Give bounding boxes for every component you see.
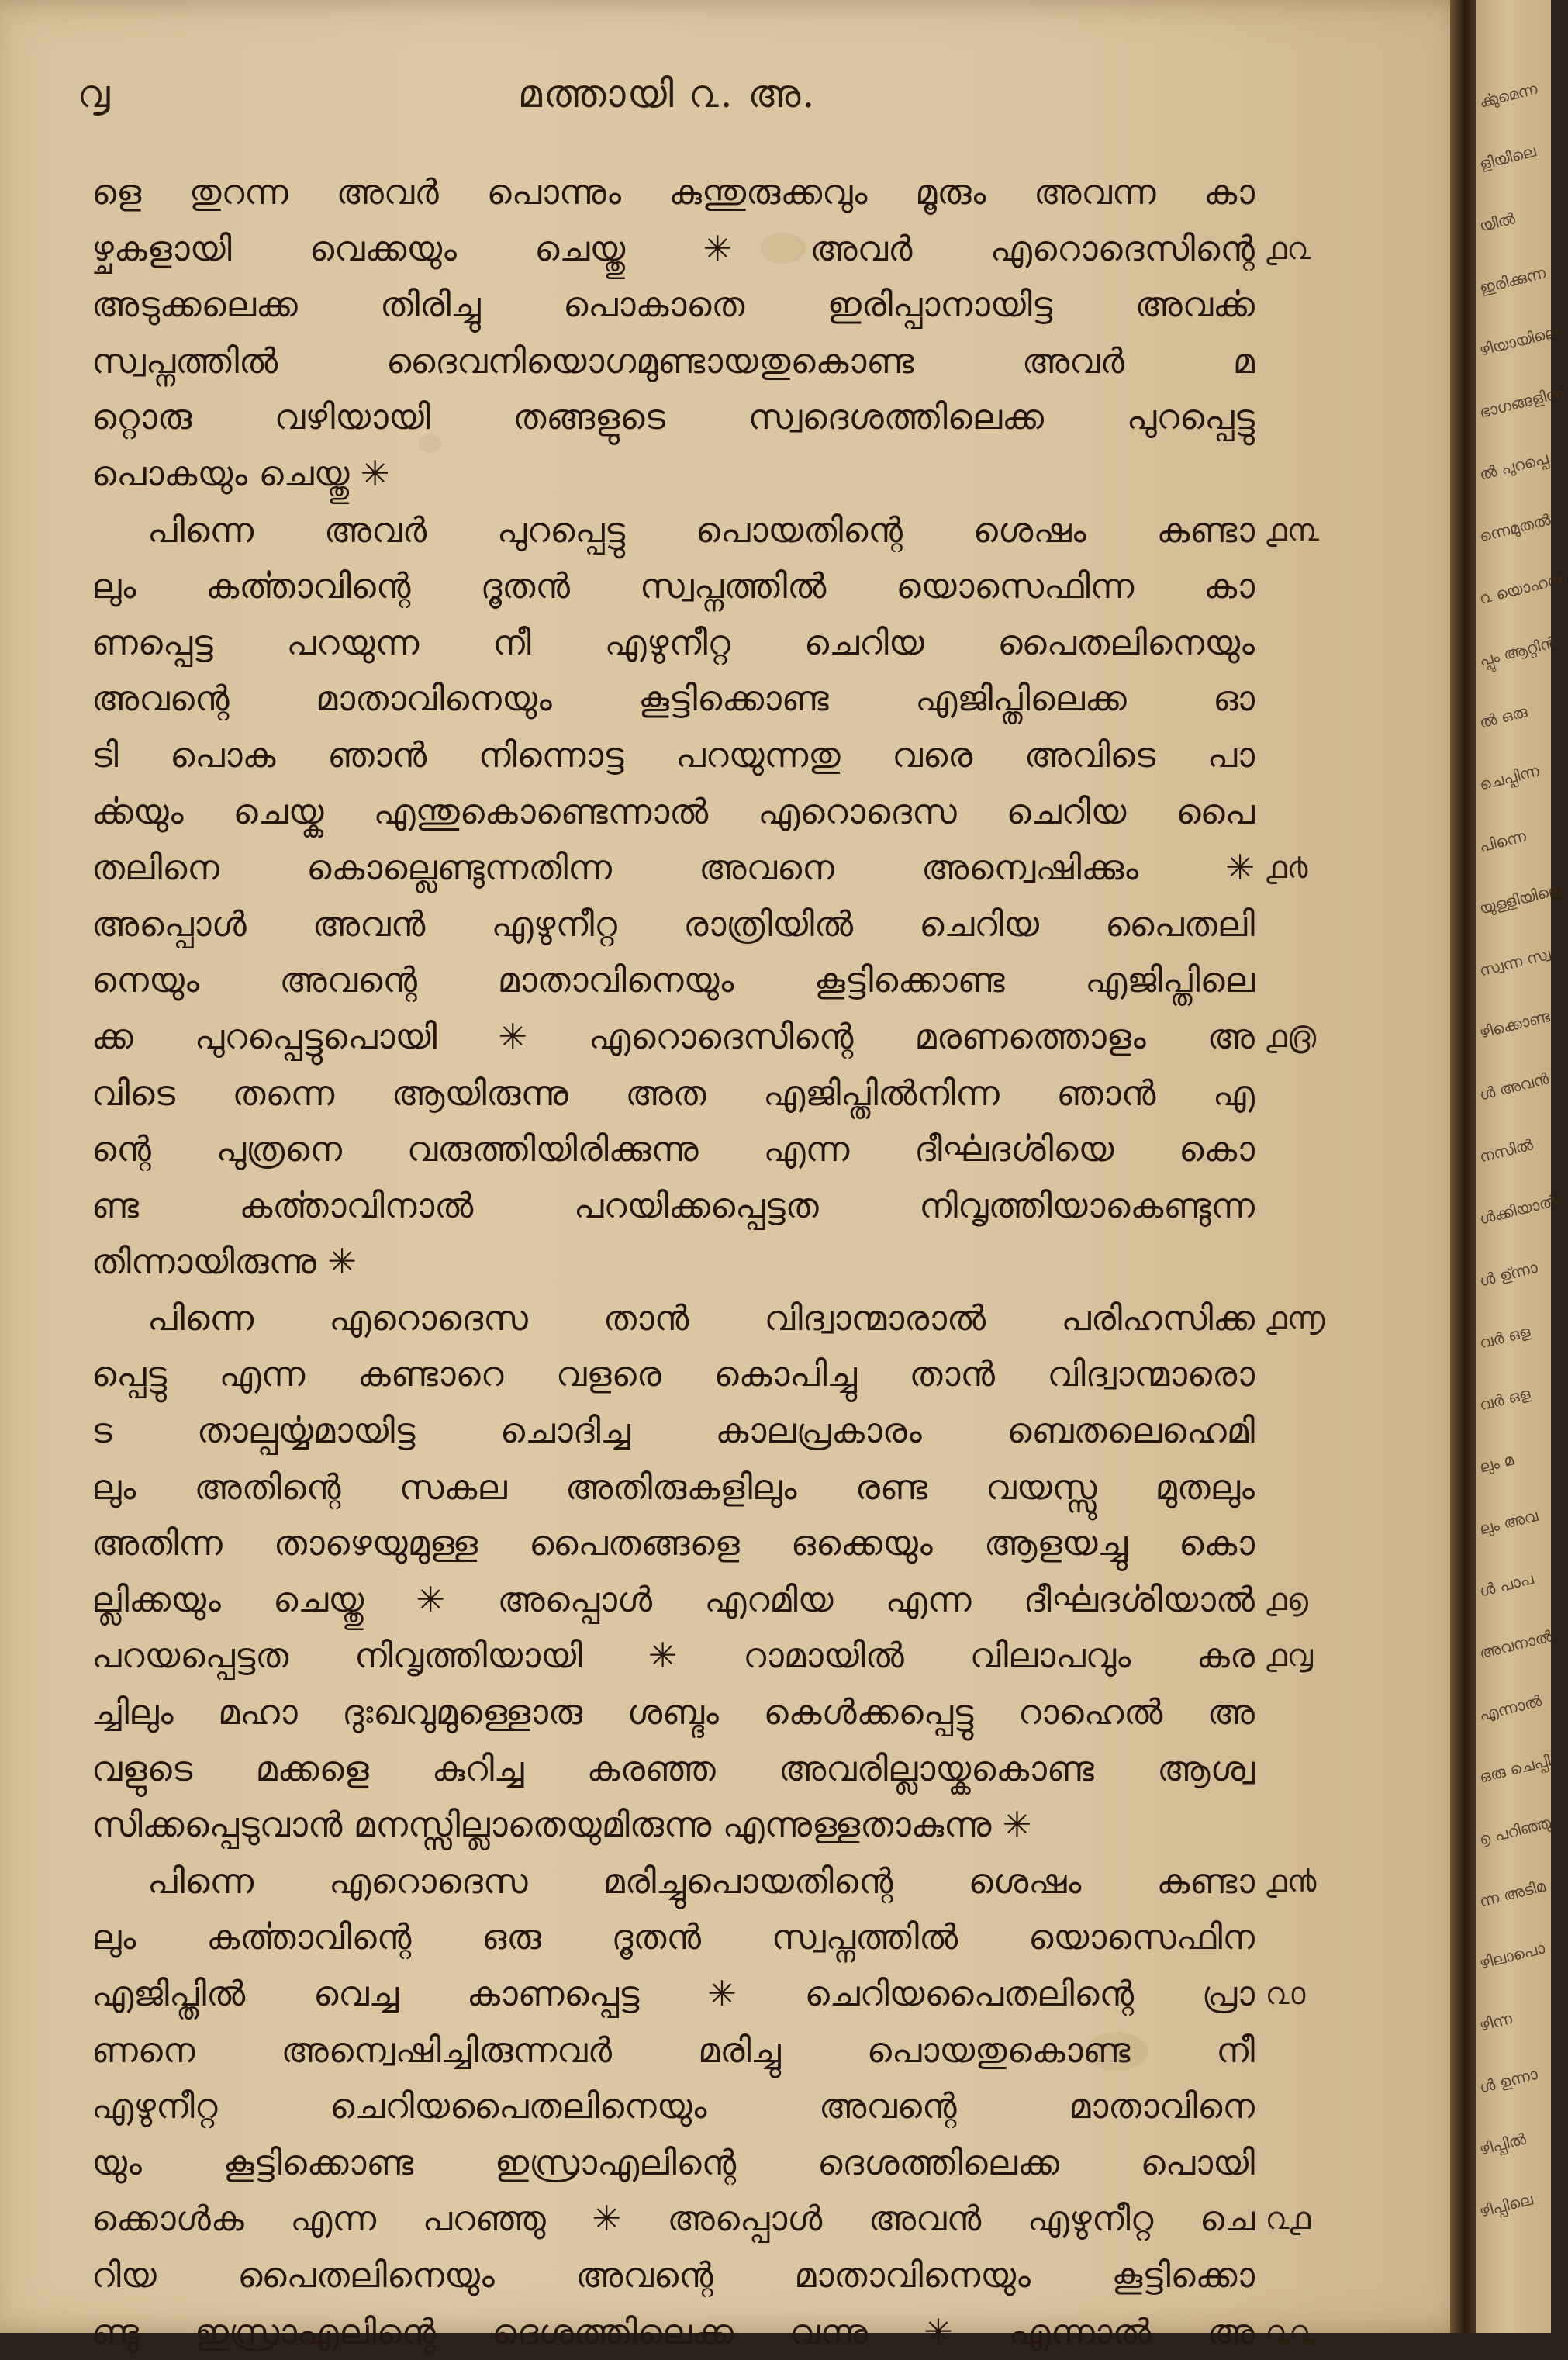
line-text: ല്ലിക്കയും ചെയ്തു ✳ അപ്പൊൾ എറമിയ എന്ന ദീൎഘദൎശിയാൽ bbox=[92, 1578, 1255, 1620]
adjacent-page-fragment: ളിയിലെ bbox=[1477, 141, 1538, 174]
line-text: റിയ പൈതലിനെയും അവന്റെ മാതാവിനെയും കൂട്ടിക്കൊ bbox=[92, 2254, 1255, 2296]
adjacent-page-fragment: നസിൽ bbox=[1477, 1135, 1535, 1166]
line-text: എഴുനീറ്റ ചെറിയപൈതലിനെയും അവന്റെ മാതാവിനെ bbox=[92, 2085, 1255, 2127]
verse-number: ൧൭ bbox=[1266, 1581, 1308, 1618]
line-text: പിന്നെ എറൊദെസ മരിച്ചുപൊയതിന്റെ ശെഷം കണ്ടാ bbox=[147, 1860, 1255, 1902]
adjacent-page-fragment: പ്പും ആറ്റിൻ bbox=[1477, 633, 1558, 670]
verse-number: ൨൧ bbox=[1266, 2201, 1311, 2237]
text-line bbox=[92, 897, 1255, 953]
text-line bbox=[92, 1234, 1255, 1291]
book-gutter bbox=[1450, 0, 1476, 2333]
line-text: പിന്നെ അവർ പുറപ്പെട്ടു പൊയതിന്റെ ശെഷം കണ്ടാ bbox=[147, 509, 1255, 551]
adjacent-page-fragment: പിന്നെ bbox=[1477, 826, 1528, 856]
line-text: പിന്നെ എറൊദെസ താൻ വിദ്വാന്മാരാൽ പരിഹസിക്ക bbox=[147, 1297, 1255, 1339]
text-line bbox=[92, 2304, 1314, 2360]
text-line bbox=[92, 2078, 1255, 2135]
line-text: ക്കൊൾക എന്ന പറഞ്ഞു ✳ അപ്പൊൾ അവൻ എഴുനീറ്റ ചെ bbox=[92, 2198, 1255, 2240]
adjacent-page-fragment: ൽ ഒരു bbox=[1477, 702, 1529, 732]
verse-number: ൧൫ bbox=[1266, 1018, 1317, 1055]
text-line bbox=[92, 1178, 1255, 1235]
line-text: ക്ക പുറപ്പെട്ടുപൊയി ✳ എറൊദെസിന്റെ മരണത്തൊളം അ bbox=[92, 1015, 1255, 1057]
adjacent-page-fragment: വർ ഒള bbox=[1477, 1322, 1532, 1353]
text-line bbox=[92, 2248, 1255, 2304]
text-line bbox=[92, 840, 1308, 897]
line-text: ലും അതിന്റെ സകല അതിരുകളിലും രണ്ട വയസ്സു മുതലും bbox=[92, 1466, 1255, 1508]
line-text: ട താല്പൎയ്യമായിട്ട ചൊദിച്ച കാലപ്രകാരം ബെതലെഹെമി bbox=[92, 1410, 1255, 1452]
line-text: അടുക്കലെക്ക തിരിച്ചു പൊകാതെ ഇരിപ്പാനായിട്ട അവൎക്ക bbox=[92, 284, 1255, 326]
text-line bbox=[92, 277, 1255, 333]
line-text: അപ്പൊൾ അവൻ എഴുനീറ്റ രാത്രിയിൽ ചെറിയ പൈതലി bbox=[92, 903, 1255, 945]
line-text: തിന്നായിരുന്നു ✳ bbox=[92, 1241, 357, 1283]
line-text: അവന്റെ മാതാവിനെയും കൂട്ടിക്കൊണ്ട എജിപ്തിലെക്ക ഓ bbox=[92, 678, 1255, 720]
adjacent-page-edge bbox=[1476, 0, 1568, 2333]
text-line bbox=[92, 2135, 1255, 2192]
adjacent-page-fragment: ചെപ്പിന്ന bbox=[1477, 761, 1542, 794]
text-line bbox=[92, 1854, 1317, 1910]
verse-number: ൧൨ bbox=[1266, 230, 1311, 267]
adjacent-page-fragment: ലും മ bbox=[1477, 1450, 1516, 1477]
adjacent-page-fragment: ന്ന അടിമ bbox=[1477, 1876, 1548, 1911]
text-line bbox=[92, 1066, 1255, 1122]
line-text: ണ്ട കൎത്താവിനാൽ പറയിക്കപ്പെട്ടത നിവൃത്തിയാകെണ്ടുന്ന bbox=[92, 1184, 1255, 1226]
verse-number: ൨൨ bbox=[1266, 2313, 1314, 2350]
verse-number: ൧൬ bbox=[1266, 1300, 1325, 1336]
line-text: ടി പൊക ഞാൻ നിന്നൊട്ട പറയുന്നതു വരെ അവിടെ പാ bbox=[92, 734, 1255, 776]
text-line bbox=[92, 333, 1255, 390]
adjacent-page-fragment: അവനാൽ bbox=[1477, 1626, 1555, 1663]
verse-number: ൧൩ bbox=[1266, 512, 1319, 548]
adjacent-page-fragment: ന്നെമുതൽ bbox=[1477, 510, 1552, 546]
adjacent-page-fragment: യിൽ bbox=[1477, 209, 1518, 236]
line-text: വിടെ തന്നെ ആയിരുന്നു അത എജിപ്തിൽനിന്ന ഞാൻ എ bbox=[92, 1072, 1255, 1114]
running-head: മത്തായി ൨. അ. bbox=[517, 71, 817, 116]
line-text: പൊകയും ചെയ്തു ✳ bbox=[92, 452, 390, 494]
adjacent-page-fragment: ഴിപ്പിൽ bbox=[1477, 2129, 1528, 2159]
adjacent-page-fragment: ൾക്കിയാൽ bbox=[1477, 1190, 1559, 1228]
text-line bbox=[92, 727, 1255, 784]
adjacent-page-fragment: ഴിന്ന bbox=[1477, 2009, 1514, 2035]
text-line bbox=[92, 446, 1255, 503]
text-line bbox=[92, 1009, 1317, 1066]
adjacent-page-fragment: ഴിക്കൊണ്ട bbox=[1477, 1006, 1552, 1042]
line-text: അതിന്ന താഴെയുമുള്ള പൈതങ്ങളെ ഒക്കെയും ആളയച്ചു കൊ bbox=[92, 1522, 1255, 1564]
line-text: തലിനെ കൊല്ലെണ്ടുന്നതിന്ന അവനെ അന്വെഷിക്കും ✳ bbox=[92, 847, 1255, 889]
text-line bbox=[92, 2191, 1311, 2248]
adjacent-page-fragment: ഴിലാപൊ bbox=[1477, 1938, 1547, 1973]
text-line bbox=[92, 1121, 1255, 1178]
text-line bbox=[92, 2023, 1255, 2079]
text-line bbox=[92, 1966, 1306, 2023]
text-line bbox=[92, 615, 1255, 672]
adjacent-page-fragment: ൾ ഉന്നാ bbox=[1477, 2064, 1540, 2097]
text-line bbox=[92, 1515, 1255, 1572]
line-text: വളുടെ മക്കളെ കുറിച്ച കരഞ്ഞ അവരില്ലായ്കകൊണ്ട ആശ്വ bbox=[92, 1747, 1255, 1789]
adjacent-page-fragment: ഭാഗങ്ങളിൽ bbox=[1477, 382, 1565, 422]
line-text: ച്ചിലും മഹാ ദുഃഖവുമുള്ളൊരു ശബ്ദം കെൾക്കപ്പെട്ടു റാഹെൽ അ bbox=[92, 1691, 1255, 1733]
text-line bbox=[92, 1346, 1255, 1403]
adjacent-page-fragment: ൨ യൊഹന്ന bbox=[1477, 568, 1568, 608]
adjacent-page-fragment: ൽ പുറപ്പെ bbox=[1477, 448, 1550, 484]
line-text: സിക്കപ്പെടുവാൻ മനസ്സില്ലാതെയുമിരുന്നു എന്നുള്ളതാകുന്നു ✳ bbox=[92, 1804, 1032, 1846]
text-line bbox=[92, 221, 1311, 278]
line-text: പറയപ്പെട്ടത നിവൃത്തിയായി ✳ റാമായിൽ വിലാപവും കര bbox=[92, 1635, 1255, 1677]
adjacent-page-fragment: ഴിപ്പിലെ bbox=[1477, 2189, 1535, 2221]
text-line bbox=[92, 1291, 1325, 1347]
text-line bbox=[92, 503, 1319, 559]
adjacent-page-fragment: ലും അവ bbox=[1477, 1505, 1540, 1539]
adjacent-page-fragment: വർ ഒള bbox=[1477, 1384, 1532, 1415]
line-text: ലും കൎത്താവിന്റെ ഒരു ദൂതൻ സ്വപ്നത്തിൽ യൊസെഫിന bbox=[92, 1916, 1255, 1958]
text-line bbox=[92, 952, 1255, 1009]
verse-number: ൨൦ bbox=[1266, 1976, 1306, 2012]
text-line bbox=[92, 1460, 1255, 1516]
line-text: പ്പെട്ടു എന്ന കണ്ടാറെ വളരെ കൊപിച്ചു താൻ വിദ്വാന്മാരൊ bbox=[92, 1353, 1255, 1395]
line-text: ൎക്കയും ചെയ്ക എന്തുകൊണ്ടെന്നാൽ എറൊദെസ ചെറിയ പൈ bbox=[92, 790, 1255, 832]
line-text: ണ്ടു ഇസ്രാഎലിന്റെ ദെശത്തിലെക്ക വന്നു ✳ എന്നാൽ അ bbox=[92, 2310, 1255, 2352]
verse-number: ൧൪ bbox=[1266, 850, 1308, 886]
line-text: ണനെ അന്വെഷിച്ചിരുന്നവർ മരിച്ചു പൊയതുകൊണ്ട നീ bbox=[92, 2029, 1255, 2071]
line-text: ണപ്പെട്ട പറയുന്ന നീ എഴുനീറ്റ ചെറിയ പൈതലിനെയും bbox=[92, 621, 1255, 663]
adjacent-page-fragment: സ്വന്ന സ്വ bbox=[1477, 944, 1552, 980]
body-text bbox=[92, 164, 1325, 2360]
line-text: സ്വപ്നത്തിൽ ദൈവനിയൊഗമുണ്ടായതുകൊണ്ട അവർ മ bbox=[92, 340, 1255, 382]
text-line bbox=[92, 558, 1255, 615]
text-line bbox=[92, 1741, 1255, 1798]
text-line bbox=[92, 164, 1255, 221]
adjacent-page-fragment: ൎക്കുമെന്ന bbox=[1477, 78, 1539, 112]
adjacent-page-fragment: ഴിയായിലെ bbox=[1477, 322, 1560, 360]
line-text: നെയും അവന്റെ മാതാവിനെയും കൂട്ടിക്കൊണ്ട എജിപ്തിലെ bbox=[92, 959, 1255, 1001]
text-line bbox=[92, 1572, 1308, 1629]
text-line bbox=[92, 1684, 1255, 1741]
text-line bbox=[92, 784, 1255, 841]
line-text: എജിപ്തിൽ വെച്ച കാണപ്പെട്ട ✳ ചെറിയപൈതലിന്റെ പ്രാ bbox=[92, 1973, 1255, 2014]
adjacent-page-fragment: ൭ പറിഞ്ഞു bbox=[1477, 1812, 1553, 1849]
page-header bbox=[0, 71, 1334, 126]
line-text: ളെ തുറന്ന അവർ പൊന്നും കുന്തുരുക്കവും മൂരും അവന്ന കാ bbox=[92, 171, 1255, 213]
line-text: റ്റൊരു വഴിയായി തങ്ങളുടെ സ്വദെശത്തിലെക്ക പുറപ്പെട്ടു bbox=[92, 396, 1255, 438]
text-line bbox=[92, 1628, 1313, 1684]
text-line bbox=[92, 1797, 1255, 1854]
page-number: ൮ bbox=[78, 71, 110, 116]
adjacent-page-fragment: ൾ പാപ bbox=[1477, 1569, 1535, 1601]
adjacent-page-fragment: ൾ അവൻ bbox=[1477, 1069, 1551, 1104]
adjacent-page-fragment: എന്നാൽ bbox=[1477, 1691, 1544, 1725]
text-line bbox=[92, 671, 1255, 727]
adjacent-page-fragment: ഇരിക്കുന്ന bbox=[1477, 263, 1548, 298]
text-line bbox=[92, 1403, 1255, 1460]
line-text: ന്റെ പുത്രനെ വരുത്തിയിരിക്കുന്നു എന്ന ദീൎഘദൎശിയെ കൊ bbox=[92, 1128, 1255, 1170]
text-line bbox=[92, 389, 1255, 446]
line-text: യും കൂട്ടിക്കൊണ്ട ഇസ്രാഎലിന്റെ ദെശത്തിലെക്ക പൊയി bbox=[92, 2141, 1255, 2183]
verse-number: ൧൯ bbox=[1266, 1863, 1317, 1899]
adjacent-page-fragment: യുള്ളിയിലെ bbox=[1477, 879, 1563, 918]
line-text: ഴ്ചകളായി വെക്കയും ചെയ്തു ✳ അവർ എറൊദെസിന്റെ bbox=[92, 227, 1255, 269]
adjacent-page-fragment: ഒരു ചെപ്പി bbox=[1477, 1750, 1552, 1787]
adjacent-page-fragment: ൾ ഉ്ന്നാ bbox=[1477, 1257, 1540, 1291]
line-text: ലും കൎത്താവിന്റെ ദൂതൻ സ്വപ്നത്തിൽ യൊസെഫിന്ന കാ bbox=[92, 565, 1255, 607]
verse-number: ൧൮ bbox=[1266, 1638, 1313, 1674]
text-line bbox=[92, 1909, 1255, 1966]
